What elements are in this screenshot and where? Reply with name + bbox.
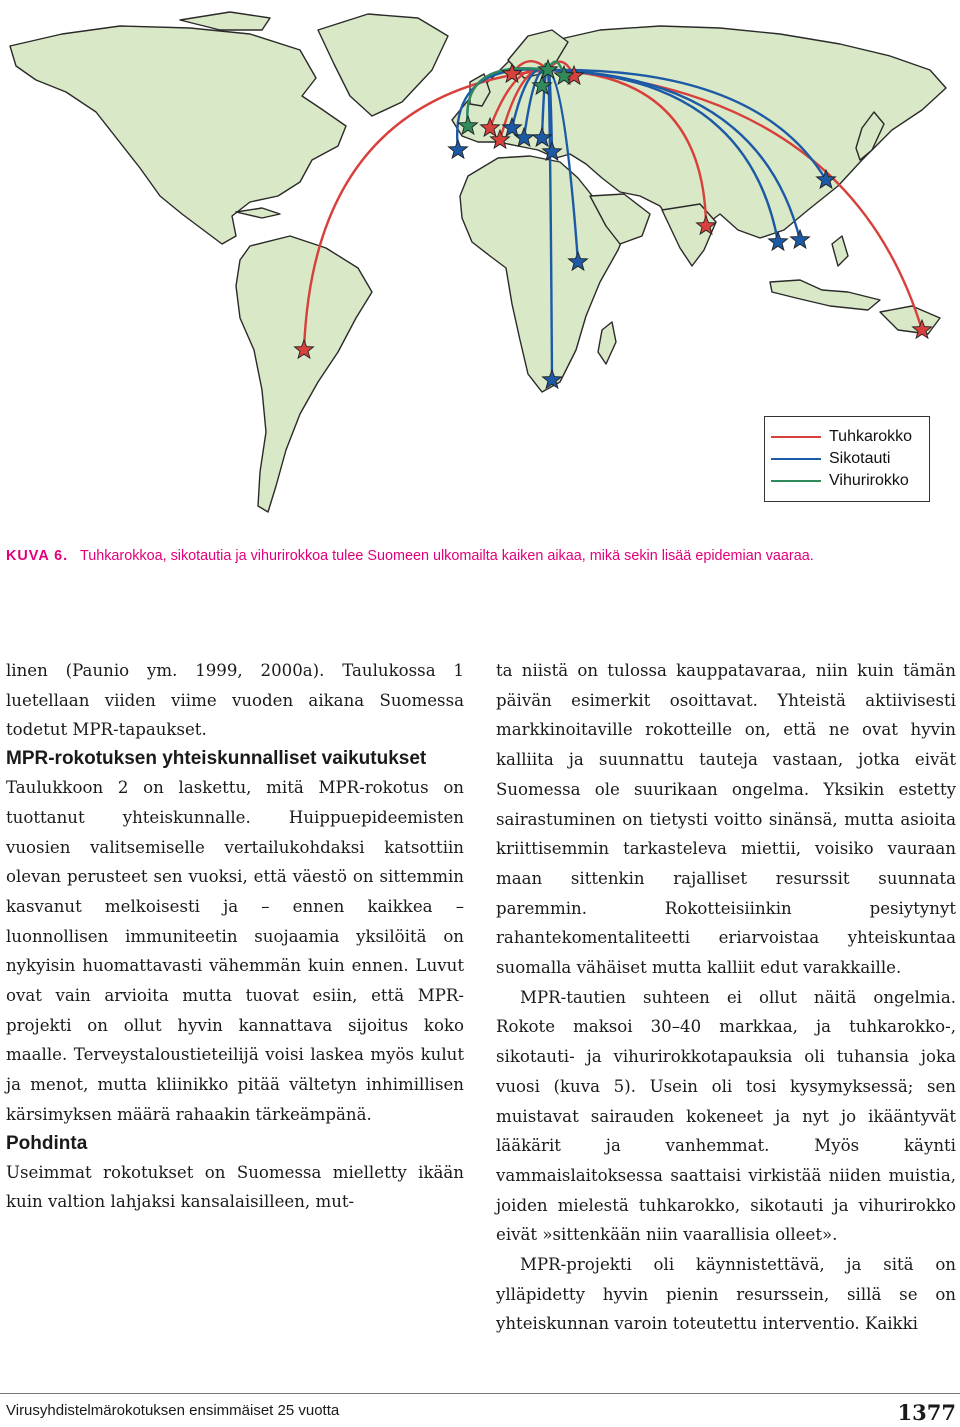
philippines — [832, 236, 848, 266]
paragraph: MPR-tautien suhteen ei ollut näitä ongelmia. Rokote maksoi 30–40 markkaa, ja tuhkarokko-, sikotauti- ja vihurirokkotapauksia oli tuhansia joka vuosi (kuva 5). Usein oli tosi kysymyksessä; sen muistavat sairauden kokeneet ja nyt jo ikääntyvät lääkärit ja vanhemmat. Myös käynti vammaislaitoksessa saattaisi virkistää niiden muistia, joiden mielestä tuhkarokko, sikotauti ja vihurirokko eivät »sittenkään niin vaarallisia olleet». — [496, 987, 956, 1245]
origin-star-marker — [791, 230, 810, 248]
footer-rule — [0, 1393, 960, 1394]
section-heading: Pohdinta — [6, 1132, 88, 1154]
paragraph: Taulukkoon 2 on laskettu, mitä MPR-rokotus on tuottanut yhteiskunnalle. Huippuepideemisten vuosien valitsemiselle vertailukohdaksi katsottiin olevan perusteet sen vuoksi, että väestö on sittemmin kasvanut melkoisesti ja – ennen kaikkea – luonnollisen immuniteetin suojaamia yksilöitä on nykyisin huomattavasti vähemmän kuin ennen. Luvut ovat vain arvioita mutta tuovat esiin, että MPR-projekti on ollut hyvin kannattava sijoitus koko maalle. Terveystaloustieteilijä voisi laskea myös kulut ja menot, mutta kliinikko pitää vältetyn inhimillisen kärsimyksen määrä rahaakin tärkeämpänä. — [6, 778, 464, 1124]
india — [662, 204, 716, 266]
madagascar — [598, 322, 616, 364]
legend-item-tuhkarokko — [771, 426, 912, 448]
legend-swatch-sikotauti — [771, 458, 821, 461]
paragraph: MPR-projekti oli käynnistettävä, ja sitä on ylläpidetty hyvin pienin resurssein, sillä se on yhteiskunnan varoin toteutettu interventio. Kaikki — [496, 1255, 956, 1334]
new-guinea — [880, 306, 940, 334]
paragraph: linen (Paunio ym. 1999, 2000a). Taulukossa 1 luetellaan viiden viime vuoden aikana Suomessa todetut MPR-tapaukset. — [6, 661, 464, 740]
south-america — [236, 236, 372, 512]
right-column — [496, 656, 956, 1339]
caption-text: Tuhkarokkoa, sikotautia ja vihurirokkoa tulee Suomeen ulkomailta kaiken aikaa, mikä sekin lisää epidemian vaaraa. — [79, 548, 814, 564]
legend-swatch-tuhkarokko — [771, 436, 821, 439]
legend-label-sikotauti: Sikotauti — [829, 450, 891, 467]
caribbean-cuba — [236, 208, 280, 218]
indonesia — [770, 280, 880, 310]
running-footer: Virusyhdistelmärokotuksen ensimmäiset 25 vuotta — [6, 1402, 340, 1419]
paragraph: ta niistä on tulossa kauppatavaraa, niin kuin tämän päivän esimerkit osoittavat. Yhteistä aktiivisesti markkinoitaville rokotteille on, että ne ovat hyvin kalliita ja suunnattu tauteja vastaan, jotka eivät Suomessa ole suurikaan ongelma. Yksikin estetty sairastuminen on tietysti voitto sinänsä, mutta asioita kriittisemmin tarkasteleva miettii, voisiko vauraan maan sittenkin rajalliset resurssit suunnata paremmin. Rokotteisiinkin pesiytynyt rahantekomentaliteetti eriarvoistaa yhteiskuntaa suomalla vähäiset mutta kalliit edut varakkaille. — [496, 661, 956, 978]
north-america — [10, 26, 346, 244]
legend — [764, 416, 930, 502]
caption-label: KUVA 6. — [6, 548, 69, 564]
figure-caption — [6, 548, 956, 564]
legend-item-sikotauti — [771, 448, 890, 470]
legend-label-vihurirokko: Vihurirokko — [829, 472, 909, 489]
page-number: 1377 — [897, 1400, 956, 1425]
legend-label-tuhkarokko: Tuhkarokko — [829, 428, 912, 445]
left-column — [6, 656, 464, 1217]
greenland — [318, 14, 448, 116]
canadian-islands — [180, 12, 270, 30]
paragraph: Useimmat rokotukset on Suomessa mielletty ikään kuin valtion lahjaksi kansalaisilleen, mut- — [6, 1162, 464, 1212]
origin-star-marker — [449, 140, 468, 158]
section-heading: MPR-rokotuksen yhteiskunnalliset vaikutukset — [6, 748, 427, 770]
legend-item-vihurirokko — [771, 470, 909, 492]
legend-swatch-vihurirokko — [771, 480, 821, 483]
